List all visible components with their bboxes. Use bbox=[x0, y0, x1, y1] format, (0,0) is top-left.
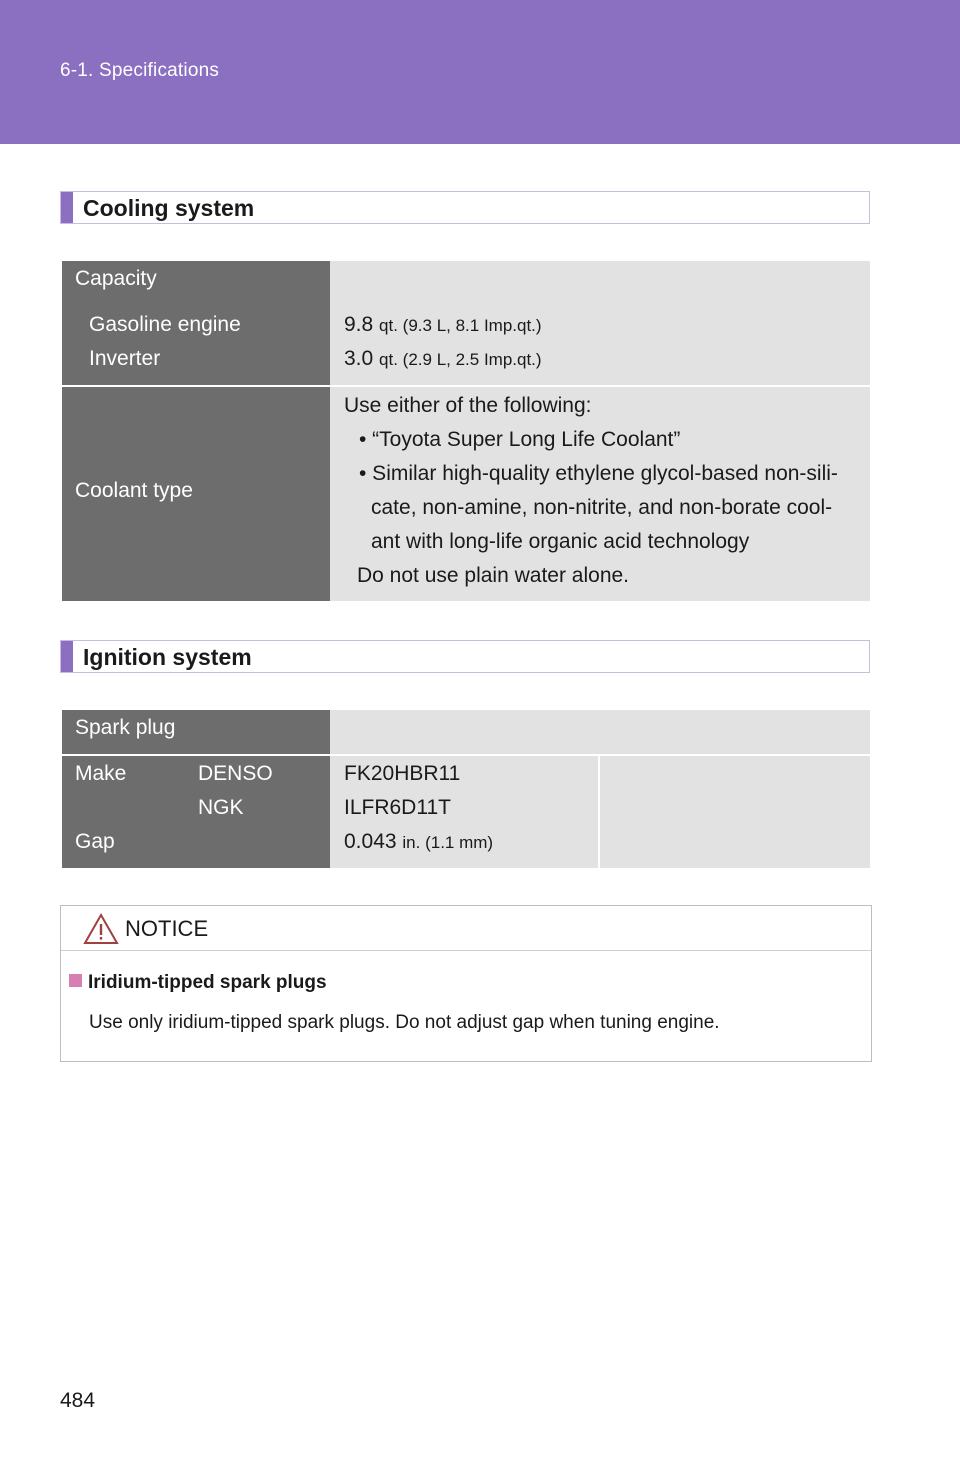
make-label: Make bbox=[75, 762, 127, 785]
coolant-line-4: cate, non-amine, non-nitrite, and non-borate cool- bbox=[371, 496, 833, 519]
denso-value: FK20HBR11 bbox=[344, 762, 461, 785]
notice-title: NOTICE bbox=[125, 916, 209, 941]
bullet-square-icon bbox=[69, 974, 82, 987]
capacity-label: Capacity bbox=[75, 267, 157, 290]
notice-subheading bbox=[69, 972, 327, 994]
coolant-line-5: ant with long-life organic acid technology bbox=[371, 530, 750, 553]
coolant-type-label-cell bbox=[62, 387, 330, 601]
cooling-system-heading bbox=[60, 191, 870, 224]
spark-plug-value-cell bbox=[330, 710, 870, 754]
spark-plug-label-cell bbox=[62, 710, 330, 754]
make-gap-value-cell bbox=[330, 756, 598, 868]
inverter-label: Inverter bbox=[89, 347, 161, 370]
ignition-system-title: Ignition system bbox=[83, 644, 252, 670]
gap-value bbox=[344, 830, 493, 854]
coolant-type-label: Coolant type bbox=[75, 479, 193, 502]
heading-accent-bar bbox=[61, 192, 73, 223]
gasoline-capacity-number: 9.8 bbox=[344, 313, 374, 336]
notice-box bbox=[60, 905, 872, 1062]
denso-label: DENSO bbox=[198, 762, 273, 785]
gasoline-engine-label: Gasoline engine bbox=[89, 313, 241, 336]
coolant-line-6: Do not use plain water alone. bbox=[357, 564, 630, 587]
notice-body: Use only iridium-tipped spark plugs. Do not adjust gap when tuning engine. bbox=[89, 1012, 720, 1033]
ngk-value: ILFR6D11T bbox=[344, 796, 451, 819]
gap-label: Gap bbox=[75, 830, 115, 853]
header-band bbox=[0, 0, 960, 144]
capacity-value-cell bbox=[330, 261, 870, 385]
warning-triangle-icon bbox=[83, 913, 119, 945]
gap-number: 0.043 bbox=[344, 830, 397, 853]
ngk-label: NGK bbox=[198, 796, 244, 819]
empty-value-cell bbox=[600, 756, 870, 868]
cooling-system-title: Cooling system bbox=[83, 195, 255, 221]
coolant-line-3: • Similar high-quality ethylene glycol-based non-sili- bbox=[359, 462, 838, 485]
coolant-type-value-cell bbox=[330, 387, 870, 601]
gasoline-capacity-value bbox=[344, 313, 542, 337]
notice-header bbox=[61, 906, 871, 951]
section-title: 6-1. Specifications bbox=[60, 60, 220, 81]
gasoline-capacity-unit: qt. (9.3 L, 8.1 Imp.qt.) bbox=[379, 316, 542, 335]
make-gap-label-cell bbox=[62, 756, 330, 868]
coolant-line-2: • “Toyota Super Long Life Coolant” bbox=[359, 428, 681, 451]
inverter-capacity-value bbox=[344, 347, 542, 371]
capacity-label-cell bbox=[62, 261, 330, 385]
notice-subheading-text: Iridium-tipped spark plugs bbox=[88, 972, 327, 993]
inverter-capacity-unit: qt. (2.9 L, 2.5 Imp.qt.) bbox=[379, 350, 542, 369]
coolant-line-1: Use either of the following: bbox=[344, 394, 592, 417]
inverter-capacity-number: 3.0 bbox=[344, 347, 374, 370]
heading-accent-bar bbox=[61, 641, 73, 672]
spark-plug-label: Spark plug bbox=[75, 716, 176, 739]
ignition-system-heading bbox=[60, 640, 870, 673]
gap-unit: in. (1.1 mm) bbox=[402, 833, 494, 852]
page-number: 484 bbox=[60, 1389, 96, 1412]
